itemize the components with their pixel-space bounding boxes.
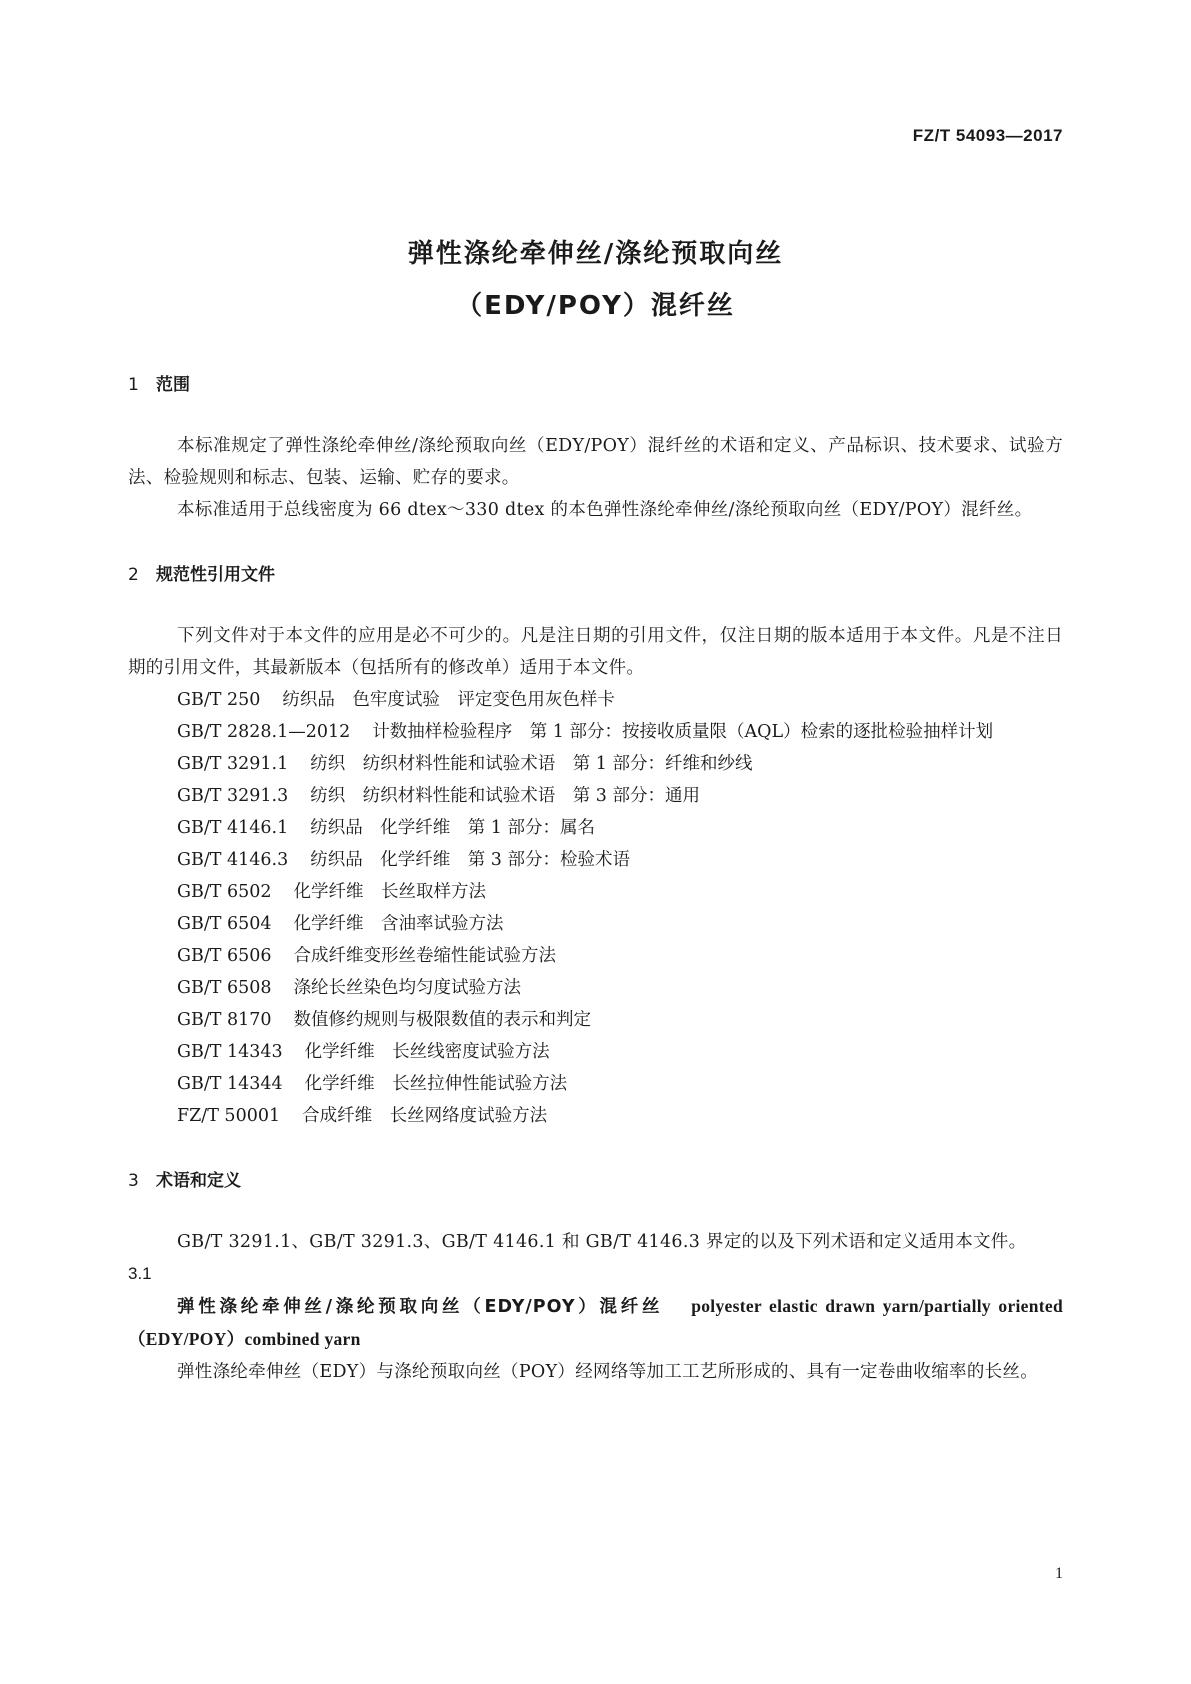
term-entry	[128, 1290, 1063, 1356]
reference-item	[128, 844, 1063, 876]
section-3-heading	[128, 1166, 1063, 1196]
reference-code: GB/T 6508	[177, 978, 272, 998]
reference-item	[128, 972, 1063, 1004]
reference-item	[128, 716, 1063, 748]
reference-title: 合成纤维 长丝网络度试验方法	[302, 1106, 548, 1126]
reference-item	[128, 1004, 1063, 1036]
section-number: 2	[128, 565, 139, 585]
reference-title: 化学纤维 含油率试验方法	[293, 914, 504, 934]
reference-code: GB/T 3291.3	[177, 786, 289, 806]
reference-title: 纺织品 化学纤维 第 1 部分：属名	[310, 818, 595, 838]
paragraph: 本标准规定了弹性涤纶牵伸丝/涤纶预取向丝（EDY/POY）混纤丝的术语和定义、产品标识、技术要求、试验方法、检验规则和标志、包装、运输、贮存的要求。	[128, 436, 1063, 488]
term-english: polyester elastic drawn yarn/partially oriented（EDY/POY）combined yarn	[128, 1296, 1063, 1349]
reference-title: 计数抽样检验程序 第 1 部分：按接收质量限（AQL）检索的逐批检验抽样计划	[372, 722, 994, 742]
reference-code: GB/T 3291.1	[177, 754, 289, 774]
reference-code: GB/T 6504	[177, 914, 272, 934]
normative-references-list	[128, 684, 1063, 1132]
reference-title: 纺织 纺织材料性能和试验术语 第 1 部分：纤维和纱线	[310, 754, 753, 774]
reference-item	[128, 940, 1063, 972]
standard-code: FZ/T 54093—2017	[912, 126, 1063, 145]
page-number: 1	[1055, 1565, 1063, 1582]
reference-title: 纺织 纺织材料性能和试验术语 第 3 部分：通用	[310, 786, 700, 806]
reference-title: 纺织品 化学纤维 第 3 部分：检验术语	[310, 850, 630, 870]
reference-item	[128, 684, 1063, 716]
title-line-2: （EDY/POY）混纤丝	[456, 291, 735, 321]
reference-title: 合成纤维变形丝卷缩性能试验方法	[293, 946, 557, 966]
reference-title: 化学纤维 长丝线密度试验方法	[304, 1042, 550, 1062]
reference-item	[128, 780, 1063, 812]
paragraph: 本标准适用于总线密度为 66 dtex～330 dtex 的本色弹性涤纶牵伸丝/涤纶预取向丝（EDY/POY）混纤丝。	[177, 500, 1033, 520]
reference-code: GB/T 4146.3	[177, 850, 289, 870]
document-body	[128, 370, 1063, 1388]
reference-item	[128, 1068, 1063, 1100]
reference-code: GB/T 2828.1—2012	[177, 722, 351, 742]
section-2-heading	[128, 560, 1063, 590]
term-definition: 弹性涤纶牵伸丝（EDY）与涤纶预取向丝（POY）经网络等加工工艺所形成的、具有一定卷曲收缩率的长丝。	[177, 1362, 1039, 1382]
reference-code: GB/T 8170	[177, 1010, 272, 1030]
reference-item	[128, 1100, 1063, 1132]
reference-code: GB/T 6506	[177, 946, 272, 966]
reference-item	[128, 1036, 1063, 1068]
reference-code: GB/T 14344	[177, 1074, 283, 1094]
reference-code: GB/T 4146.1	[177, 818, 289, 838]
document-title	[0, 228, 1191, 332]
term-chinese: 弹性涤纶牵伸丝/涤纶预取向丝（EDY/POY）混纤丝	[177, 1297, 664, 1317]
reference-title: 化学纤维 长丝拉伸性能试验方法	[304, 1074, 568, 1094]
paragraph: GB/T 3291.1、GB/T 3291.3、GB/T 4146.1 和 GB/T 4146.3 界定的以及下列术语和定义适用本文件。	[177, 1232, 1027, 1252]
paragraph: 下列文件对于本文件的应用是必不可少的。凡是注日期的引用文件，仅注日期的版本适用于本文件。凡是不注日期的引用文件，其最新版本（包括所有的修改单）适用于本文件。	[128, 626, 1063, 678]
reference-code: GB/T 250	[177, 690, 261, 710]
reference-title: 数值修约规则与极限数值的表示和判定	[293, 1010, 592, 1030]
title-line-1: 弹性涤纶牵伸丝/涤纶预取向丝	[407, 239, 784, 269]
reference-title: 纺织品 色牢度试验 评定变色用灰色样卡	[282, 690, 615, 710]
section-1-heading	[128, 370, 1063, 400]
reference-code: GB/T 14343	[177, 1042, 283, 1062]
section-title: 范围	[156, 375, 190, 395]
clause-number: 3.1	[128, 1264, 152, 1283]
reference-code: FZ/T 50001	[177, 1106, 281, 1126]
reference-title: 涤纶长丝染色均匀度试验方法	[293, 978, 522, 998]
reference-item	[128, 908, 1063, 940]
section-number: 1	[128, 375, 139, 395]
section-number: 3	[128, 1171, 139, 1191]
reference-item	[128, 748, 1063, 780]
reference-title: 化学纤维 长丝取样方法	[293, 882, 487, 902]
reference-item	[128, 812, 1063, 844]
section-title: 规范性引用文件	[156, 565, 275, 585]
reference-code: GB/T 6502	[177, 882, 272, 902]
section-title: 术语和定义	[156, 1171, 241, 1191]
reference-item	[128, 876, 1063, 908]
